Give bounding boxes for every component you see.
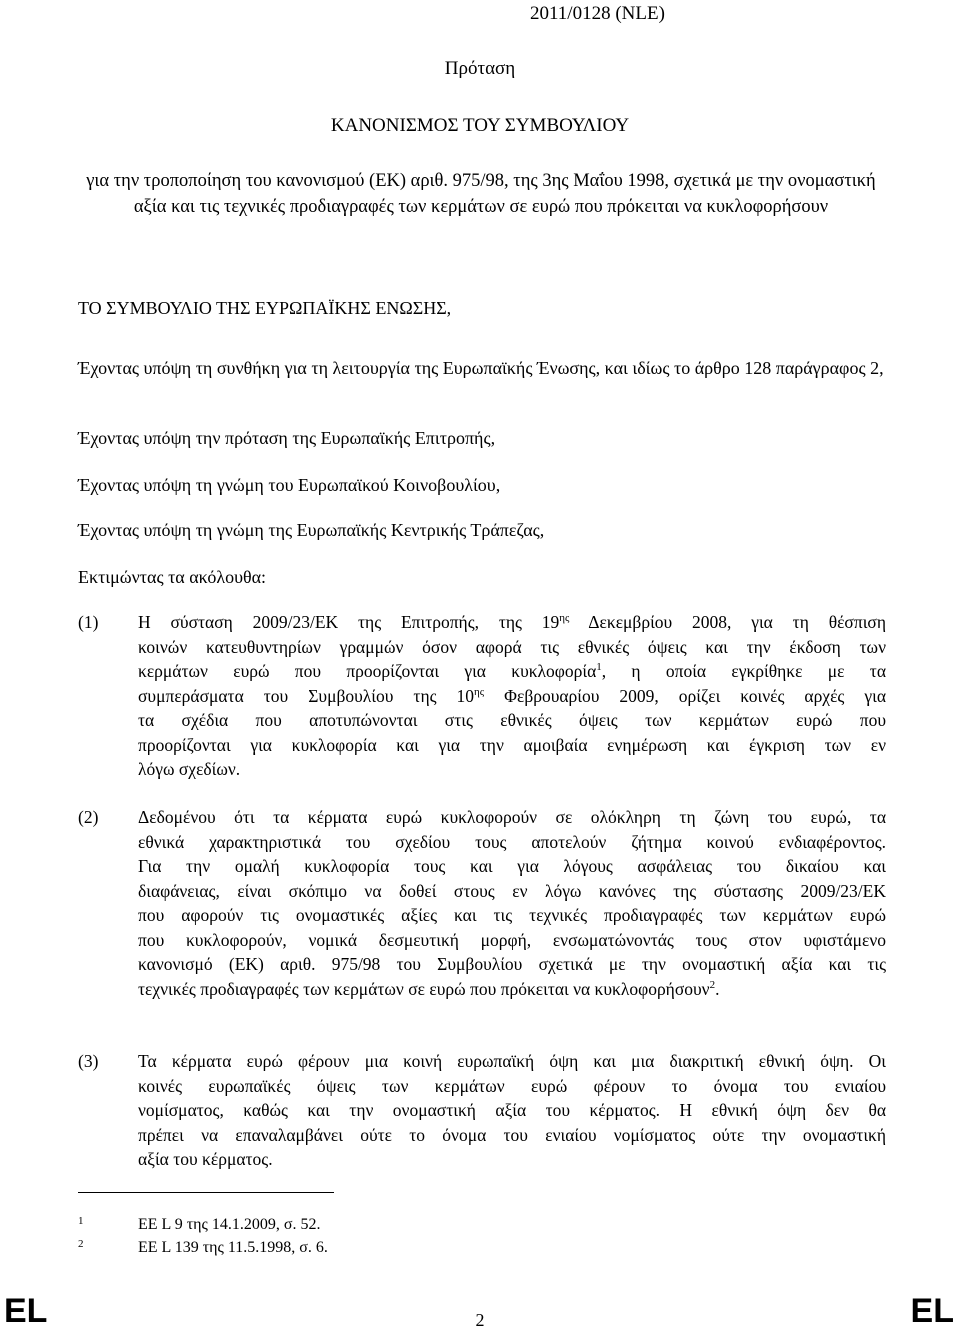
paragraph-line: Η σύσταση 2009/23/ΕΚ της Επιτροπής, της $19^{\eta\varsigma}$ Δεκεμβρίου 2008, για τη θέσπιση bbox=[138, 612, 886, 632]
paragraph-text bbox=[138, 610, 886, 782]
footnote-number: 2 bbox=[78, 1238, 84, 1250]
paragraph-line: νομίσματος, καθώς και την ονομαστική αξία του κέρματος. Η εθνική όψη δεν θα bbox=[138, 1100, 886, 1120]
recital-ecb: Έχοντας υπόψη τη γνώμη της Ευρωπαϊκής Κεντρικής Τράπεζας, bbox=[78, 520, 545, 540]
paragraph-line: προορίζονται για κυκλοφορία και για την αμοιβαία ενημέρωση και έγκριση των εν bbox=[138, 734, 886, 755]
paragraph-line: Τα κέρματα ευρώ φέρουν μια κοινή ευρωπαϊκή όψη και μια διακριτική εθνική όψη. Οι bbox=[138, 1051, 886, 1071]
paragraph-line: πρέπει να επαναλαμβάνει ούτε το όνομα του ενιαίου νομίσματος ούτε την ονομαστική bbox=[138, 1124, 886, 1145]
paragraph-number: (3) bbox=[78, 1051, 99, 1071]
paragraph-line: Δεδομένου ότι τα κέρματα ευρώ κυκλοφορούν σε ολόκληρη τη ζώνη του ευρώ, τα bbox=[138, 807, 886, 827]
paragraph-line: κερμάτων ευρώ που προορίζονται για κυκλοφορία$^1$, η οποία εγκρίθηκε με τα bbox=[138, 661, 886, 681]
paragraph-line: λόγω σχεδίων. bbox=[138, 759, 241, 779]
paragraph-line: που αφορούν τις ονομαστικές αξίες και τις τεχνικές προδιαγραφές των κερμάτων ευρώ bbox=[138, 905, 886, 925]
recital-parliament: Έχοντας υπόψη τη γνώμη του Ευρωπαϊκού Κοινοβουλίου, bbox=[78, 475, 501, 495]
document-type: Πρόταση bbox=[444, 58, 516, 79]
footnote-number: 1 bbox=[78, 1215, 84, 1227]
paragraph-line: τα σχέδια που αποτυπώνονται στις εθνικές όψεις των κερμάτων ευρώ που bbox=[138, 710, 886, 730]
footnote-separator bbox=[78, 1192, 334, 1193]
footnote-text: ΕΕ L 139 της 11.5.1998, σ. 6. bbox=[138, 1239, 328, 1256]
paragraph-line: τεχνικές προδιαγραφές των κερμάτων σε ευρώ που πρόκειται να κυκλοφορήσουν$^2$. bbox=[138, 978, 720, 999]
paragraph-line: εθνικά χαρακτηριστικά του σχεδίου τους αποτελούν ζήτημα κοινού ενδιαφέροντος. bbox=[138, 831, 886, 852]
paragraph-line: που κυκλοφορούν, νομικά δεσμευτική μορφή, ενσωματώνοντάς τους στον υφιστάμενο bbox=[138, 929, 886, 950]
page-number: 2 bbox=[475, 1310, 485, 1330]
document-subtitle: για την τροποποίηση του κανονισμού (ΕΚ) αριθ. 975/98, της 3ης Μαΐου 1998, σχετικά με την ονομαστική αξία και τις τεχνικές προδιαγραφές των κερμάτων σε ευρώ που πρόκειται να κυκλοφορήσουν bbox=[86, 171, 876, 217]
paragraph-number: (1) bbox=[78, 612, 99, 632]
recital-commission: Έχοντας υπόψη την πρόταση της Ευρωπαϊκής Επιτροπής, bbox=[78, 428, 496, 448]
paragraph-line: κοινές ευρωπαϊκές όψεις των κερμάτων ευρώ φέρουν το όνομα του ενιαίου bbox=[138, 1075, 886, 1096]
paragraph-text bbox=[138, 1049, 886, 1172]
document-reference: 2011/0128 (NLE) bbox=[530, 3, 665, 24]
paragraph-number: (2) bbox=[78, 807, 99, 827]
paragraph-text bbox=[138, 805, 886, 1001]
paragraph-line: κανονισμό (ΕΚ) αριθ. 975/98 του Συμβουλίου σχετικά με την ονομαστική αξία και τις bbox=[138, 954, 886, 974]
footer-language-right: EL bbox=[910, 1292, 954, 1330]
council-heading: ΤΟ ΣΥΜΒΟΥΛΙΟ ΤΗΣ ΕΥΡΩΠΑΪΚΗΣ ΕΝΩΣΗΣ, bbox=[78, 298, 452, 318]
document-title: ΚΑΝΟΝΙΣΜΟΣ ΤΟΥ ΣΥΜΒΟΥΛΙΟΥ bbox=[330, 115, 630, 136]
paragraph-line: αξία του κέρματος. bbox=[138, 1149, 273, 1169]
whereas-heading: Εκτιμώντας τα ακόλουθα: bbox=[78, 567, 267, 587]
paragraph-line: συμπεράσματα του Συμβουλίου της $10^{\eta\varsigma}$ Φεβρουαρίου 2009, ορίζει κοινές αρχές για bbox=[138, 685, 886, 706]
recital-treaty: Έχοντας υπόψη τη συνθήκη για τη λειτουργία της Ευρωπαϊκής Ένωσης, και ιδίως το άρθρο 128 παράγραφος 2, bbox=[78, 358, 884, 378]
paragraph-line: Για την ομαλή κυκλοφορία τους και για λόγους ασφάλειας του δικαίου και bbox=[138, 856, 886, 876]
paragraph-line: κοινών κατευθυντηρίων γραμμών όσον αφορά τις εθνικές όψεις και την έκδοση των bbox=[138, 636, 886, 657]
footer-language-left: EL bbox=[4, 1292, 48, 1330]
footnote-text: ΕΕ L 9 της 14.1.2009, σ. 52. bbox=[138, 1216, 321, 1233]
paragraph-line: διαφάνειας, είναι σκόπιμο να δοθεί στους εν λόγω κανόνες της σύστασης 2009/23/ΕΚ bbox=[138, 880, 886, 901]
